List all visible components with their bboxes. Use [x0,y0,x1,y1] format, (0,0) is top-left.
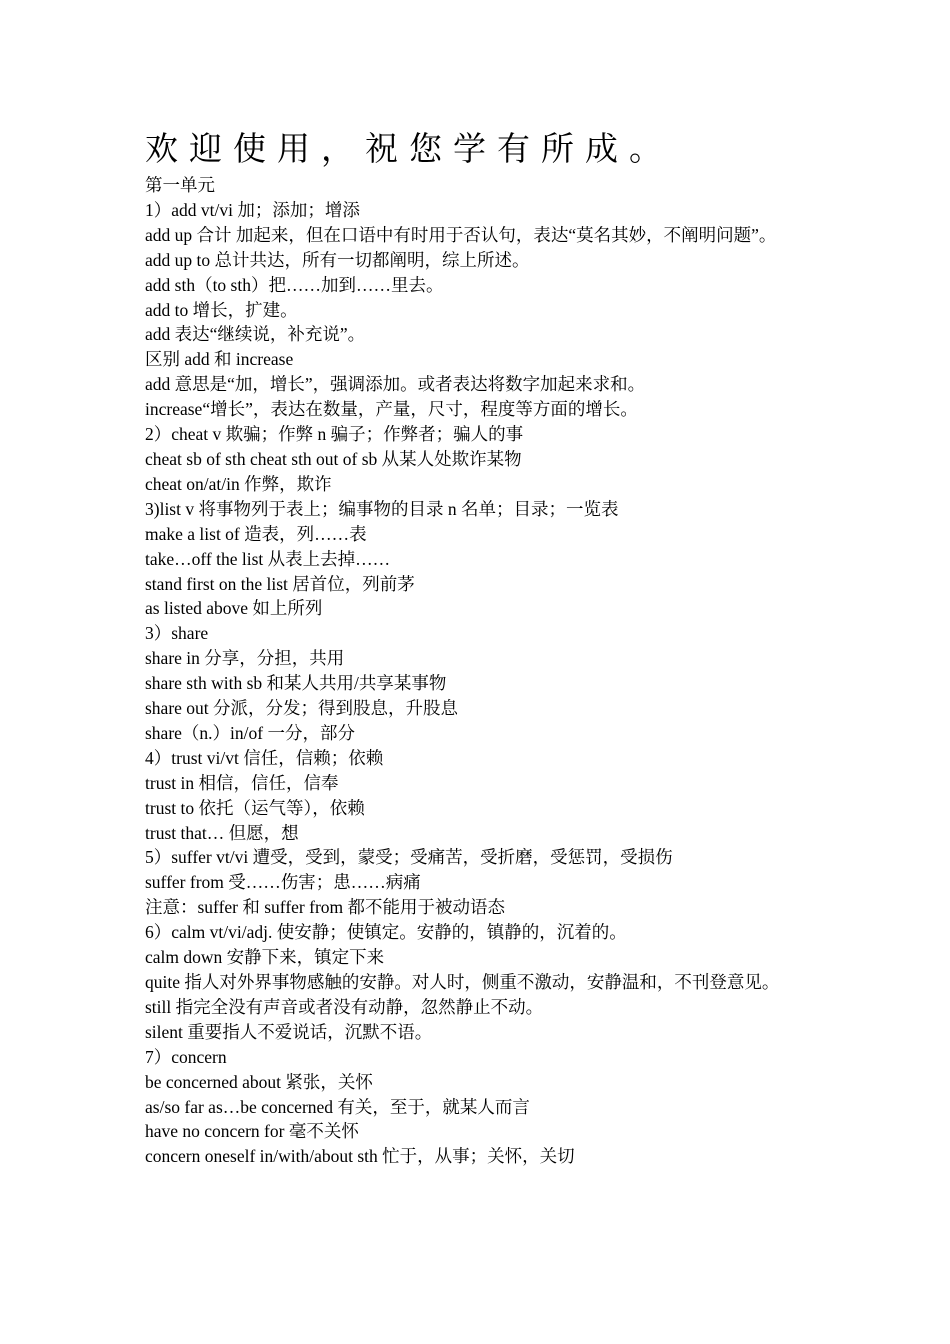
text-line: share sth with sb 和某人共用/共享某事物 [145,673,447,694]
text-line: 1）add vt/vi 加；添加；增添 [145,199,360,220]
text-line: cheat sb of sth cheat sth out of sb 从某人处欺诈某物 [145,448,522,469]
section-heading: 第一单元 [145,175,215,195]
text-line: trust in 相信，信任，信奉 [145,772,339,793]
text-line: have no concern for 毫不关怀 [145,1121,359,1142]
text-line: add 意思是“加，增长”，强调添加。或者表达将数字加起来求和。 [145,374,646,395]
text-line: 3）share [145,623,209,644]
text-line: concern oneself in/with/about sth 忙于，从事；关怀，关切 [145,1146,575,1167]
text-line: stand first on the list 居首位，列前茅 [145,573,415,594]
text-line: add up 合计 加起来，但在口语中有时用于否认句，表达“莫名其妙，不阐明问题”。 [145,224,777,245]
text-line: calm down 安静下来，镇定下来 [145,947,385,968]
text-line: cheat on/at/in 作弊，欺诈 [145,473,332,494]
text-line: as/so far as…be concerned 有关，至于，就某人而言 [145,1096,530,1117]
text-line: trust that… 但愿，想 [145,822,299,843]
text-line: add to 增长，扩建。 [145,299,298,320]
text-line: 2）cheat v 欺骗；作弊 n 骗子；作弊者；骗人的事 [145,424,524,445]
text-line: 3)list v 将事物列于表上；编事物的目录 n 名单；目录；一览表 [145,498,619,519]
text-line: add 表达“继续说，补充说”。 [145,324,366,345]
text-line: 4）trust vi/vt 信任，信赖；依赖 [145,747,384,768]
text-line: share in 分享，分担，共用 [145,648,345,669]
text-line: 6）calm vt/vi/adj. 使安静；使镇定。安静的，镇静的，沉着的。 [145,922,627,943]
text-line: make a list of 造表，列……表 [145,523,367,544]
text-line: add sth（to sth）把……加到……里去。 [145,274,444,295]
text-line: suffer from 受……伤害；患……病痛 [145,872,421,893]
text-line: take…off the list 从表上去掉…… [145,548,391,569]
text-line: 区别 add 和 increase [145,349,294,370]
text-line: quite 指人对外界事物感触的安静。对人时，侧重不激动，安静温和，不刊登意见。 [145,972,780,992]
text-line: share（n.）in/of 一分，部分 [145,722,355,743]
text-line: silent 重要指人不爱说话，沉默不语。 [145,1021,433,1042]
document-title: 欢迎使用，祝您学有所成。 [145,129,673,168]
document-body [145,173,803,1169]
text-line: trust to 依托（运气等），依赖 [145,797,365,818]
text-line: as listed above 如上所列 [145,598,323,619]
text-line: be concerned about 紧张，关怀 [145,1071,373,1092]
text-line: add up to 总计共达，所有一切都阐明，综上所述。 [145,249,530,270]
text-line: increase“增长”，表达在数量，产量，尺寸，程度等方面的增长。 [145,399,638,420]
text-line: 注意：suffer 和 suffer from 都不能用于被动语态 [145,897,506,918]
text-line: 7）concern [145,1046,227,1067]
text-line: share out 分派，分发；得到股息，升股息 [145,698,459,719]
text-line: 5）suffer vt/vi 遭受，受到，蒙受；受痛苦，受折磨，受惩罚，受损伤 [145,847,673,868]
text-line: still 指完全没有声音或者没有动静，忽然静止不动。 [145,996,544,1017]
